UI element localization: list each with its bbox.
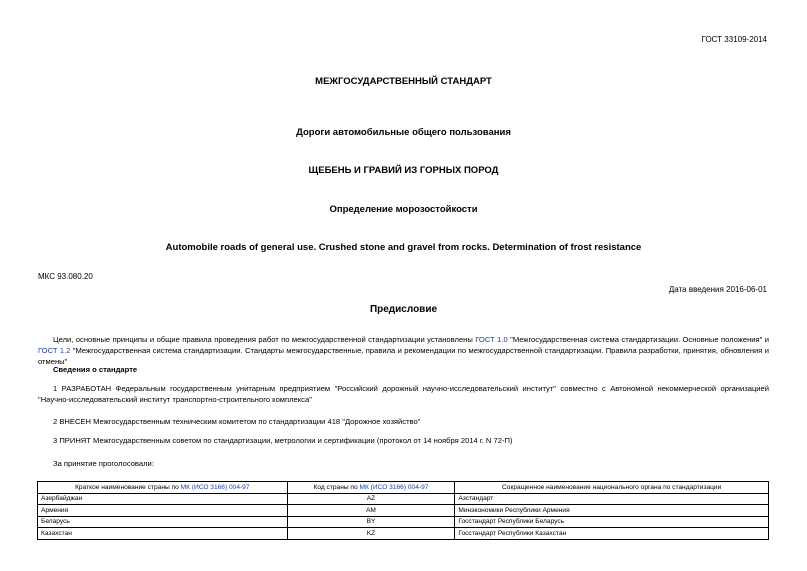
cell-body: Госстандарт Республики Беларусь <box>455 516 769 528</box>
cell-country: Армения <box>38 505 288 517</box>
table-row <box>38 493 769 505</box>
cell-code: KZ <box>287 528 455 540</box>
col2-header-text: Код страны по <box>313 483 360 491</box>
title-line-3: Определение морозостойкости <box>329 204 478 215</box>
cell-code: AM <box>287 505 455 517</box>
mk-iso-link-1[interactable]: МК (ИСО 3166) 004-97 <box>180 483 250 491</box>
cell-country: Азербайджан <box>38 493 288 505</box>
mk-iso-link-2[interactable]: МК (ИСО 3166) 004-97 <box>359 483 429 491</box>
col-header-code <box>287 482 455 494</box>
info-heading: Сведения о стандарте <box>53 365 138 374</box>
item-1-developed: 1 РАЗРАБОТАН Федеральным государственным унитарным предприятием "Российский дорожный научно-исследовательский институт" совместно с Автономной некоммерческой организацией "Научно-исследовательский институт транспортно-строительного комплекса" <box>38 384 769 404</box>
col1-header-text: Краткое наименование страны по <box>75 483 181 491</box>
item-2-submitted: 2 ВНЕСЕН Межгосударственным техническим комитетом по стандартизации 418 "Дорожное хозяйство" <box>53 417 421 426</box>
cell-body: Минэкономики Республики Армения <box>455 505 769 517</box>
table-row <box>38 528 769 540</box>
title-line-1: Дороги автомобильные общего пользования <box>296 127 511 138</box>
voted-label: За принятие проголосовали: <box>53 459 154 468</box>
table-row <box>38 516 769 528</box>
title-line-2: ЩЕБЕНЬ И ГРАВИЙ ИЗ ГОРНЫХ ПОРОД <box>308 165 499 176</box>
document-code: ГОСТ 33109-2014 <box>701 35 767 44</box>
voting-table <box>37 481 769 540</box>
intro-date: Дата введения 2016-06-01 <box>668 285 767 294</box>
table-row <box>38 505 769 517</box>
cell-body: Азстандарт <box>455 493 769 505</box>
col-header-body: Сокращенное наименование национального органа по стандартизации <box>455 482 769 494</box>
p1-text-a: Цели, основные принципы и общие правила проведения работ по межгосударственной стандартизации установлены <box>53 335 476 344</box>
cell-code: AZ <box>287 493 455 505</box>
gost-1-2-link[interactable]: ГОСТ 1.2 <box>38 346 71 355</box>
cell-country: Беларусь <box>38 516 288 528</box>
col-header-country <box>38 482 288 494</box>
preface-title: Предисловие <box>369 304 438 315</box>
table-header-row <box>38 482 769 494</box>
p1-text-c: "Межгосударственная система стандартизации. Стандарты межгосударственные, правила и рекомендации по межгосударственной стандартизации. Правила разработки, принятия, обновления и отмены" <box>38 346 769 366</box>
standard-heading: МЕЖГОСУДАРСТВЕННЫЙ СТАНДАРТ <box>315 76 492 87</box>
cell-body: Госстандарт Республики Казахстан <box>455 528 769 540</box>
gost-1-0-link[interactable]: ГОСТ 1.0 <box>475 335 508 344</box>
mks-code: МКС 93.080.20 <box>38 272 93 281</box>
cell-country: Казахстан <box>38 528 288 540</box>
p1-text-b: "Межгосударственная система стандартизации. Основные положения" и <box>507 335 770 344</box>
preface-paragraph-1 <box>38 334 769 367</box>
english-title: Automobile roads of general use. Crushed stone and gravel from rocks. Determination of frost resistance <box>165 242 642 253</box>
item-3-adopted: 3 ПРИНЯТ Межгосударственным советом по стандартизации, метрологии и сертификации (протокол от 14 ноября 2014 г. N 72-П) <box>53 436 513 445</box>
cell-code: BY <box>287 516 455 528</box>
